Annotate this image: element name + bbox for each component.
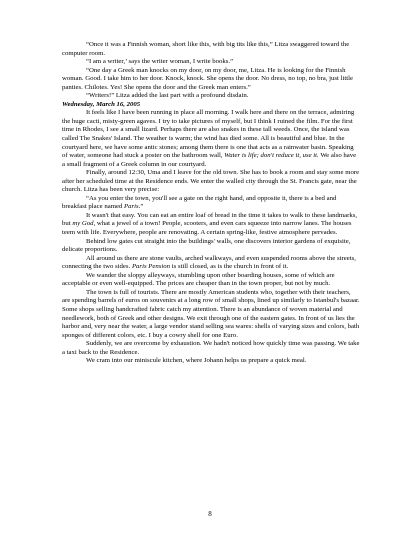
text-span: Wednesday, March 16, 2005 (62, 100, 141, 108)
paragraph (62, 195, 360, 212)
paragraph (62, 357, 360, 366)
text-span: “One day a Greek man knocks on my door, on my door, me, Litza. He is looking for the Finnish woman. Good. I take him to her door. Knock, knock. She opens the door. No dress, no top, no bra, just little panties. Chilotes. Yes! She opens the door and the Greek man enters.” (62, 66, 353, 91)
paragraph (62, 255, 360, 272)
paragraph (62, 58, 360, 67)
paragraph (62, 109, 360, 169)
text-span: We wander the sloppy alleyways, stumbling upon other boarding houses, some of which are acceptable or even well-equipped. The prices are cheaper than in the town proper, but not by much. (62, 271, 335, 288)
text-span: We cram into our miniscule kitchen, where Johann helps us prepare a quick meal. (86, 357, 307, 365)
text-span: “Once it was a Finnish woman, short like this, with big tits like this,” Litza swaggered toward the computer room. (62, 41, 350, 57)
paragraph (62, 289, 360, 340)
italic-text: Paris Pension (131, 263, 170, 271)
text-span: Suddenly, we are overcome by exhaustion. We hadn't noticed how quickly time was passing. We take a taxi back to the Residence. (62, 340, 360, 356)
text-span: Finally, around 12:30, Uma and I leave for the old town. She has to book a room and stay some more after her scheduled time at the Residence ends. We enter the walled city through the St. Francis gate, near the church. Litza has been very precise: (62, 169, 360, 194)
text-span: “Writers!” Litza added the last part with a profound disdain. (86, 92, 249, 100)
italic-text: Water is life; don't reduce it, use it. (224, 152, 319, 160)
text-span: It wasn't that easy. You can eat an entire loaf of bread in the time it takes to walk to these landmarks, but (62, 211, 358, 228)
text-span: All around us there are stone vaults, arched walkways, and even suspended rooms above the streets, connecting the two sides. (62, 254, 356, 271)
italic-text: my God (72, 220, 94, 228)
paragraph (62, 169, 360, 195)
paragraph (62, 340, 360, 357)
paragraph (62, 272, 360, 289)
text-span: , what a jewel of a town! People, scooters, and even cars squeeze into narrow lanes. The houses teem with life. Everywhere, people are renovating. A certain spring-like, festive atmosphere pervades. (62, 220, 352, 237)
italic-text: Paris (124, 203, 139, 211)
text-span: We also have a small fragment of a Greek column in our courtyard. (62, 152, 357, 168)
page-number: 8 (208, 510, 212, 518)
text-span: The town is full of tourists. There are mostly American students who, together with their teachers, are spending barrels of euros on souvenirs at a long row of small shops, lined up similarly to Istanbul's bazaar. Some shops selling handcrafted fabric catch my attention. There is an abundance of woven material and needlework, both of Greek and other designs. We exit through one of the eastern gates. In front of us lies the harbor and, very near the water, a large vendor stand selling sea wares: shells of varying sizes and colors, bath sponges of different colors, etc. I buy a cowry shell for one Euro. (62, 288, 360, 339)
paragraph (62, 238, 360, 255)
paragraph (62, 41, 360, 58)
date-heading (62, 101, 360, 110)
text-span: .” (138, 203, 144, 211)
text-span: is still closed, as is the church in front of it. (170, 263, 289, 271)
document-body (62, 41, 360, 366)
paragraph (62, 212, 360, 238)
paragraph (62, 92, 360, 101)
text-span: Behind low gates cut straight into the buildings' walls, one discovers interior gardens of exquisite, delicate proportions. (62, 237, 351, 254)
text-span: It feels like I have been running in place all morning. I walk here and there on the terrace, admiring the huge cacti, misty-green agaves. I try to take pictures of myself, but I think I ruined the film. For the first time in Rhodes, I see a small lizard. Perhaps there are also snakes in these tall weeds. Once, the island was called The Snakes' Island. The weather is warm; the wind has died some. All is beautiful and blue. In the courtyard here, we have some antic stones; among them there is one that acts as a rainwater basin. Speaking of water, someone had stuck a poster on the bathroom wall, (62, 109, 355, 160)
paragraph (62, 67, 360, 93)
text-span: “I am a writer,’ says the writer woman, I write books.” (86, 58, 234, 66)
text-span: “As you enter the town, you'll see a gate on the right hand, and opposite it, there is a bed and breakfast place named (62, 194, 337, 211)
